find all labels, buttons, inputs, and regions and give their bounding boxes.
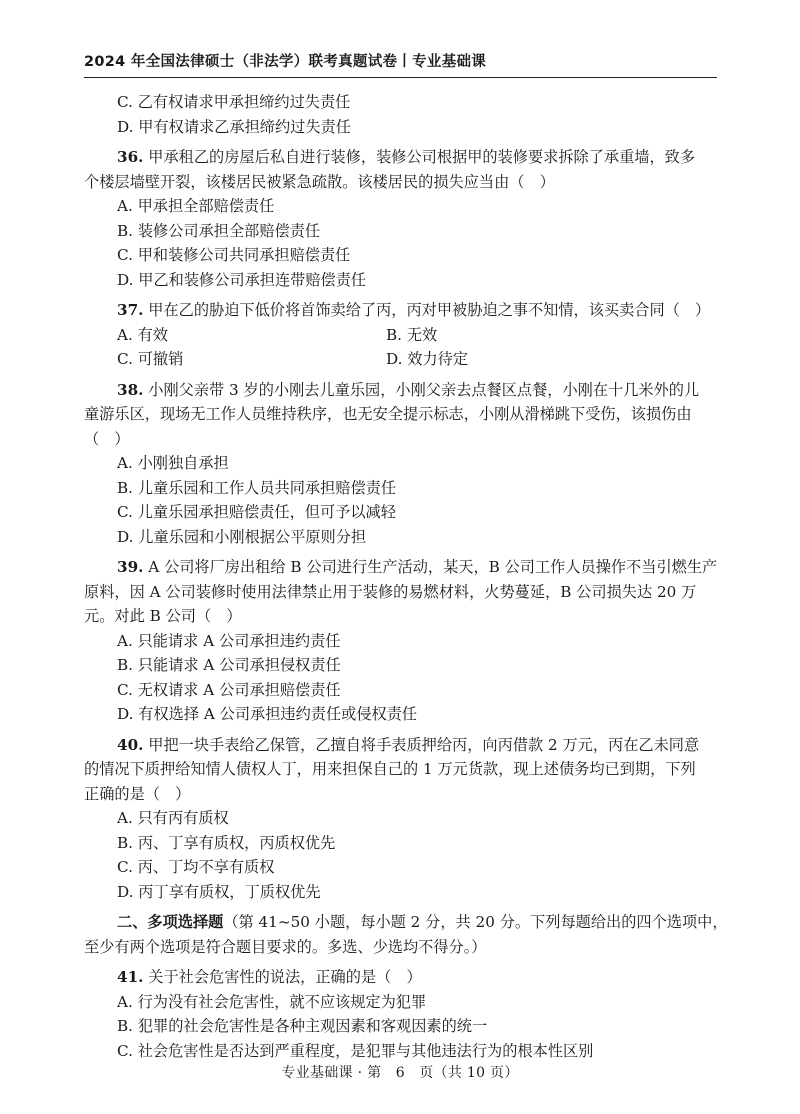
option: A. 只有丙有质权 [117, 809, 229, 827]
question-41 [84, 965, 717, 1063]
option: A. 有效 [117, 325, 168, 344]
question-stem-line: 的情况下质押给知情人债权人丁，用来担保自己的 1 万元货款，现上述债务均已到期，下列 [84, 760, 696, 778]
option: D. 儿童乐园和小刚根据公平原则分担 [117, 527, 367, 546]
option: A. 小刚独自承担 [117, 454, 229, 472]
section-instructions-line: 至少有两个选项是符合题目要求的。多选、少选均不得分。） [84, 937, 487, 956]
option: A. 只能请求 A 公司承担违约责任 [117, 631, 341, 650]
question-stem-line: 元。对此 B 公司（ ） [84, 607, 242, 625]
section-instructions: （第 41~50 小题，每小题 2 分，共 20 分。下列每题给出的四个选项中， [223, 913, 728, 931]
question-stem-line: 原料，因 A 公司装修时使用法律禁止用于装修的易燃材料，火势蔓延，B 公司损失达 20 万 [84, 582, 697, 601]
header-divider [84, 77, 717, 78]
question-stem: 39. A 公司将厂房出租给 B 公司进行生产活动，某天，B 公司工作人员操作不当引燃生产 [117, 558, 718, 576]
option: D. 丙丁享有质权，丁质权优先 [117, 882, 321, 901]
option: D. 甲乙和装修公司承担连带赔偿责任 [117, 270, 367, 289]
page-header: 2024 年全国法律硕士（非法学）联考真题试卷丨专业基础课 [84, 54, 487, 70]
question-number: 36. [117, 148, 144, 166]
question-stem: 38. 小刚父亲带 3 岁的小刚去儿童乐园，小刚父亲去点餐区点餐，小刚在十几米外的儿 [117, 380, 700, 399]
question-stem: 40. 甲把一块手表给乙保管，乙擅自将手表质押给丙，向丙借款 2 万元，丙在乙未同意 [117, 735, 700, 754]
option: C. 可撤销 [117, 350, 184, 368]
exam-content [84, 90, 728, 1063]
option: D. 效力待定 [386, 350, 469, 368]
question-number: 38. [117, 380, 144, 399]
option: B. 犯罪的社会危害性是各种主观因素和客观因素的统一 [117, 1017, 488, 1035]
question-number: 39. [117, 558, 144, 576]
question-stem-line: 个楼层墙壁开裂，该楼居民被紧急疏散。该楼居民的损失应当由（ ） [84, 172, 555, 191]
question-number: 40. [117, 735, 144, 754]
option: A. 行为没有社会危害性，就不应该规定为犯罪 [117, 992, 427, 1011]
section-title: 二、多项选择题 [117, 913, 224, 931]
option-row [84, 347, 717, 372]
option: B. 儿童乐园和工作人员共同承担赔偿责任 [117, 478, 397, 497]
option: C. 无权请求 A 公司承担赔偿责任 [117, 680, 341, 699]
option-row [84, 323, 717, 348]
option: C. 儿童乐园承担赔偿责任，但可予以减轻 [117, 503, 396, 521]
section-multiple-choice [84, 910, 728, 959]
question-stem-line: 童游乐区，现场无工作人员维持秩序，也无安全提示标志，小刚从滑梯跳下受伤，该损伤由 [84, 405, 692, 423]
option: D. 有权选择 A 公司承担违约责任或侵权责任 [117, 705, 418, 723]
option: C. 甲和装修公司共同承担赔偿责任 [117, 246, 351, 264]
section-heading [84, 910, 728, 935]
question-38 [84, 378, 717, 550]
question-number: 41. [117, 968, 144, 986]
question-stem-line: 正确的是（ ） [84, 784, 191, 803]
option: C. 丙、丁均不享有质权 [117, 858, 275, 876]
option: B. 无效 [386, 325, 438, 344]
option: D. 甲有权请求乙承担缔约过失责任 [117, 117, 351, 136]
question-stem: 41. 关于社会危害性的说法，正确的是（ ） [117, 968, 422, 986]
option: C. 乙有权请求甲承担缔约过失责任 [117, 93, 351, 111]
question-36 [84, 145, 717, 292]
question-stem: 37. 甲在乙的胁迫下低价将首饰卖给了丙，丙对甲被胁迫之事不知情，该买卖合同（ ） [117, 301, 711, 319]
page-footer: 专业基础课 · 第 6 页（共 10 页） [281, 1065, 519, 1081]
option: B. 丙、丁享有质权，丙质权优先 [117, 833, 336, 852]
option: A. 甲承担全部赔偿责任 [117, 197, 275, 215]
question-stem: 36. 甲承租乙的房屋后私自进行装修，装修公司根据甲的装修要求拆除了承重墙，致多 [117, 148, 696, 166]
question-stem-line: （ ） [84, 429, 130, 448]
question-39 [84, 555, 717, 727]
option: B. 只能请求 A 公司承担侵权责任 [117, 656, 341, 674]
option: C. 社会危害性是否达到严重程度，是犯罪与其他违法行为的根本性区别 [117, 1041, 594, 1060]
question-37 [84, 298, 717, 372]
question-number: 37. [117, 301, 144, 319]
question-40 [84, 733, 717, 905]
option: B. 装修公司承担全部赔偿责任 [117, 221, 321, 240]
